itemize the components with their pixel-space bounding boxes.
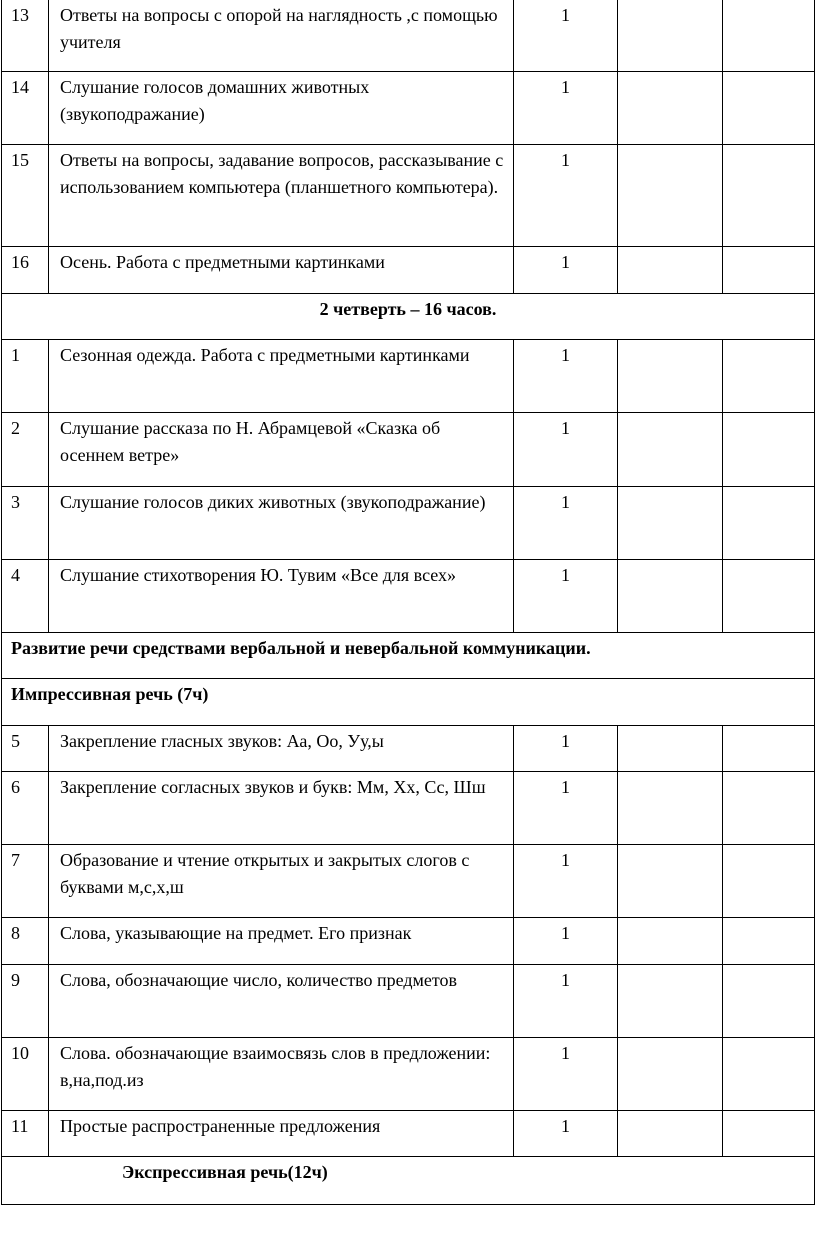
section-row — [2, 679, 815, 726]
empty-cell — [618, 72, 723, 145]
empty-cell — [723, 247, 815, 294]
section-row — [2, 633, 815, 679]
subsection-heading: Экспрессивная речь(12ч) — [2, 1157, 815, 1205]
lesson-plan-table — [1, 0, 815, 1205]
lesson-hours: 1 — [514, 1111, 618, 1157]
lesson-number: 2 — [2, 413, 49, 487]
empty-cell — [723, 1038, 815, 1111]
lesson-topic: Закрепление гласных звуков: Аа, Оо, Уу,ы — [49, 726, 514, 772]
empty-cell — [723, 413, 815, 487]
lesson-topic: Слушание голосов домашних животных (звукоподражание) — [49, 72, 514, 145]
lesson-hours: 1 — [514, 1038, 618, 1111]
empty-cell — [723, 772, 815, 845]
lesson-number: 11 — [2, 1111, 49, 1157]
lesson-hours: 1 — [514, 772, 618, 845]
empty-cell — [723, 72, 815, 145]
lesson-number: 8 — [2, 918, 49, 965]
empty-cell — [618, 918, 723, 965]
empty-cell — [723, 1111, 815, 1157]
empty-cell — [723, 918, 815, 965]
lesson-topic: Слова, обозначающие число, количество предметов — [49, 965, 514, 1038]
empty-cell — [618, 560, 723, 633]
lesson-number: 4 — [2, 560, 49, 633]
lesson-number: 6 — [2, 772, 49, 845]
empty-cell — [618, 845, 723, 918]
table-row — [2, 726, 815, 772]
lesson-hours: 1 — [514, 845, 618, 918]
empty-cell — [723, 487, 815, 560]
empty-cell — [618, 1038, 723, 1111]
quarter-heading: 2 четверть – 16 часов. — [2, 294, 815, 340]
table-row — [2, 965, 815, 1038]
empty-cell — [723, 340, 815, 413]
table-row — [2, 413, 815, 487]
lesson-hours: 1 — [514, 247, 618, 294]
empty-cell — [618, 965, 723, 1038]
empty-cell — [618, 0, 723, 72]
lesson-topic: Осень. Работа с предметными картинками — [49, 247, 514, 294]
lesson-hours: 1 — [514, 0, 618, 72]
lesson-number: 3 — [2, 487, 49, 560]
table-row — [2, 487, 815, 560]
empty-cell — [723, 726, 815, 772]
lesson-hours: 1 — [514, 145, 618, 247]
table-row — [2, 1111, 815, 1157]
module-heading: Развитие речи средствами вербальной и невербальной коммуникации. — [2, 633, 815, 679]
empty-cell — [618, 726, 723, 772]
table-row — [2, 918, 815, 965]
lesson-hours: 1 — [514, 560, 618, 633]
lesson-topic: Слушание рассказа по Н. Абрамцевой «Сказка об осеннем ветре» — [49, 413, 514, 487]
empty-cell — [618, 487, 723, 560]
lesson-hours: 1 — [514, 918, 618, 965]
lesson-number: 16 — [2, 247, 49, 294]
table-row — [2, 145, 815, 247]
empty-cell — [618, 247, 723, 294]
lesson-topic: Сезонная одежда. Работа с предметными картинками — [49, 340, 514, 413]
lesson-topic: Образование и чтение открытых и закрытых слогов с буквами м,с,х,ш — [49, 845, 514, 918]
lesson-number: 15 — [2, 145, 49, 247]
lesson-topic: Простые распространенные предложения — [49, 1111, 514, 1157]
table-row — [2, 845, 815, 918]
lesson-topic: Ответы на вопросы, задавание вопросов, рассказывание с использованием компьютера (планшетного компьютера). — [49, 145, 514, 247]
subsection-heading: Импрессивная речь (7ч) — [2, 679, 815, 726]
lesson-number: 7 — [2, 845, 49, 918]
lesson-topic: Слушание стихотворения Ю. Тувим «Все для всех» — [49, 560, 514, 633]
empty-cell — [723, 0, 815, 72]
lesson-number: 5 — [2, 726, 49, 772]
empty-cell — [723, 560, 815, 633]
empty-cell — [618, 1111, 723, 1157]
lesson-hours: 1 — [514, 726, 618, 772]
table-row — [2, 0, 815, 72]
empty-cell — [723, 845, 815, 918]
lesson-topic: Ответы на вопросы с опорой на наглядность ,с помощью учителя — [49, 0, 514, 72]
lesson-topic: Слушание голосов диких животных (звукоподражание) — [49, 487, 514, 560]
lesson-hours: 1 — [514, 72, 618, 145]
empty-cell — [723, 145, 815, 247]
lesson-hours: 1 — [514, 413, 618, 487]
lesson-hours: 1 — [514, 340, 618, 413]
lesson-number: 9 — [2, 965, 49, 1038]
lesson-hours: 1 — [514, 965, 618, 1038]
empty-cell — [618, 772, 723, 845]
table-row — [2, 560, 815, 633]
lesson-number: 10 — [2, 1038, 49, 1111]
empty-cell — [723, 965, 815, 1038]
section-row — [2, 294, 815, 340]
lesson-number: 1 — [2, 340, 49, 413]
lesson-topic: Закрепление согласных звуков и букв: Мм, Хх, Сс, Шш — [49, 772, 514, 845]
table-row — [2, 247, 815, 294]
empty-cell — [618, 340, 723, 413]
lesson-topic: Слова. обозначающие взаимосвязь слов в предложении: в,на,под.из — [49, 1038, 514, 1111]
table-row — [2, 72, 815, 145]
lesson-number: 13 — [2, 0, 49, 72]
table-row — [2, 772, 815, 845]
empty-cell — [618, 413, 723, 487]
lesson-hours: 1 — [514, 487, 618, 560]
table-row — [2, 1038, 815, 1111]
table-row — [2, 340, 815, 413]
empty-cell — [618, 145, 723, 247]
lesson-topic: Слова, указывающие на предмет. Его признак — [49, 918, 514, 965]
section-row — [2, 1157, 815, 1205]
lesson-number: 14 — [2, 72, 49, 145]
